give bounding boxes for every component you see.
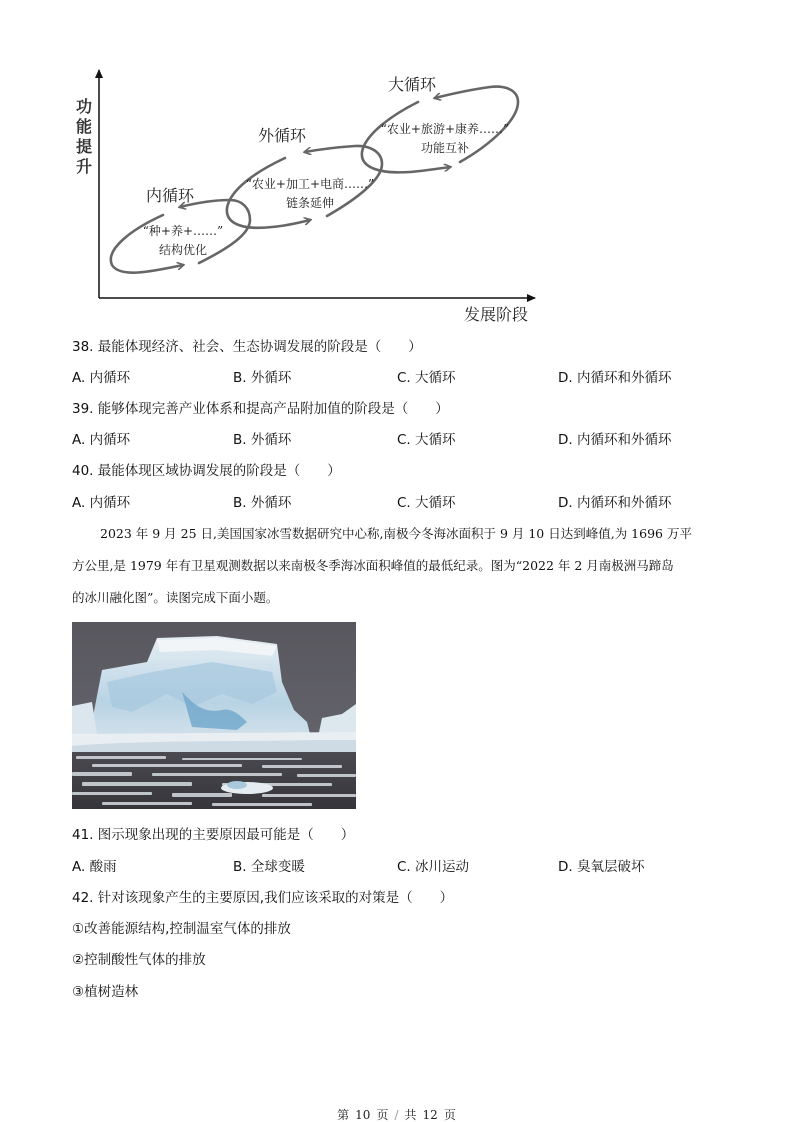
question-39-options: [72, 431, 732, 449]
inner-loop-desc: [138, 222, 228, 260]
glacier-photo-graphic: [72, 622, 356, 809]
question-38-options: [72, 369, 732, 387]
y-axis-label: [74, 97, 94, 177]
question-42-item-2[interactable]: ②控制酸性气体的排放: [72, 952, 206, 968]
grand-loop-desc: [375, 120, 515, 158]
question-42-item-3[interactable]: ③植树造林: [72, 984, 139, 1000]
question-number: 41.: [72, 827, 94, 843]
question-38-stem: [72, 338, 422, 356]
question-42-item-1[interactable]: ①改善能源结构,控制温室气体的排放: [72, 921, 291, 937]
page-footer: [0, 1106, 793, 1122]
grand-loop-desc-line1: “农业+旅游+康养……”: [380, 122, 510, 136]
question-42-stem: [72, 889, 453, 907]
question-text: 最能体现区域协调发展的阶段是（ ）: [97, 463, 341, 479]
footer-text: 共: [404, 1108, 417, 1122]
option-c[interactable]: C. 大循环: [397, 370, 456, 386]
question-39-stem: [72, 400, 449, 418]
grand-loop-title: 大循环: [388, 75, 437, 94]
outer-loop-desc-line1: “农业+加工+电商……”: [245, 177, 375, 191]
option-d[interactable]: D. 臭氧层破坏: [558, 859, 645, 875]
option-a[interactable]: A. 内循环: [72, 370, 131, 386]
question-40-options: [72, 494, 732, 512]
question-number: 38.: [72, 339, 94, 355]
question-41-options: [72, 858, 732, 876]
y-axis-char: 升: [75, 157, 92, 176]
option-b[interactable]: B. 外循环: [233, 370, 292, 386]
outer-loop-desc: [240, 175, 380, 213]
y-axis-char: 功: [75, 97, 92, 116]
inner-loop-desc-line1: “种+养+……”: [142, 224, 224, 238]
option-b[interactable]: B. 外循环: [233, 495, 292, 511]
option-a[interactable]: A. 内循环: [72, 432, 131, 448]
y-axis-char: 能: [75, 117, 92, 136]
passage-line: 的冰川融化图”。读图完成下面小题。: [72, 590, 279, 605]
option-a[interactable]: A. 酸雨: [72, 859, 117, 875]
question-41-stem: [72, 826, 354, 844]
option-d[interactable]: D. 内循环和外循环: [558, 370, 672, 386]
question-number: 42.: [72, 890, 94, 906]
question-text: 最能体现经济、社会、生态协调发展的阶段是（ ）: [97, 339, 422, 355]
question-number: 40.: [72, 463, 94, 479]
option-b[interactable]: B. 外循环: [233, 432, 292, 448]
option-d[interactable]: D. 内循环和外循环: [558, 495, 672, 511]
option-a[interactable]: A. 内循环: [72, 495, 131, 511]
footer-text: 第: [337, 1108, 350, 1122]
option-b[interactable]: B. 全球变暖: [233, 859, 305, 875]
current-page-number: 10: [355, 1108, 371, 1122]
question-number: 39.: [72, 401, 94, 417]
option-d[interactable]: D. 内循环和外循环: [558, 432, 672, 448]
inner-loop-title: 内循环: [146, 186, 195, 205]
option-c[interactable]: C. 大循环: [397, 432, 456, 448]
glacier-melting-photo: [72, 622, 356, 809]
footer-text: 页: [443, 1108, 456, 1122]
question-text: 图示现象出现的主要原因最可能是（ ）: [97, 827, 355, 843]
passage-line: 方公里,是 1979 年有卫星观测数据以来南极冬季海冰面积峰值的最低纪录。图为“2022 年 2 月南极洲马蹄岛: [72, 558, 674, 573]
y-axis-char: 提: [75, 137, 92, 156]
grand-loop-desc-line2: 功能互补: [420, 141, 469, 155]
outer-loop-desc-line2: 链条延伸: [285, 196, 334, 210]
inner-loop-desc-line2: 结构优化: [158, 243, 207, 257]
outer-loop-title: 外循环: [258, 126, 307, 145]
option-c[interactable]: C. 冰川运动: [397, 859, 470, 875]
total-page-number: 12: [422, 1108, 438, 1122]
footer-separator: /: [394, 1108, 399, 1122]
passage: [72, 524, 724, 604]
footer-text: 页: [376, 1108, 389, 1122]
option-c[interactable]: C. 大循环: [397, 495, 456, 511]
passage-line: 2023 年 9 月 25 日,美国国家冰雪数据研究中心称,南极今冬海冰面积于 9 月 10 日达到峰值,为 1696 万平: [100, 526, 692, 541]
circulation-diagram: [60, 60, 550, 330]
x-axis-label: 发展阶段: [464, 305, 529, 324]
question-text: 能够体现完善产业体系和提高产品附加值的阶段是（ ）: [97, 401, 449, 417]
question-40-stem: [72, 462, 341, 480]
question-text: 针对该现象产生的主要原因,我们应该采取的对策是（ ）: [97, 890, 454, 906]
